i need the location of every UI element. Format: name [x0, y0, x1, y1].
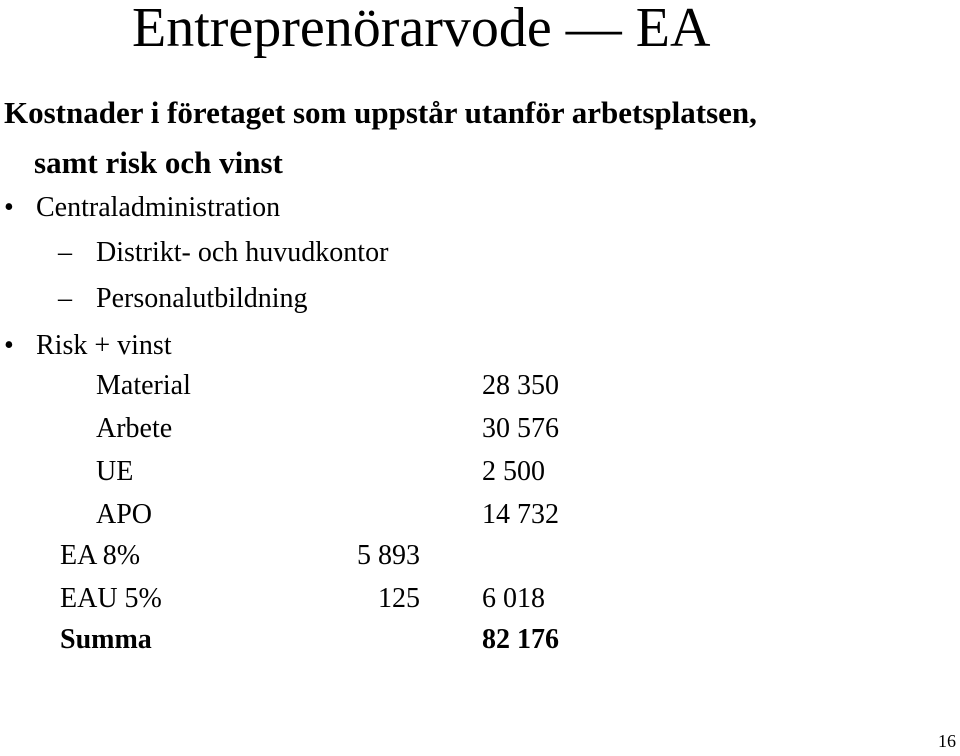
bullet-text: Risk + vinst — [36, 330, 172, 361]
row-amount: 14 732 — [482, 499, 559, 530]
row-amount: 82 176 — [482, 624, 559, 655]
dash-icon: – — [58, 237, 72, 268]
table-row-ea — [0, 538, 960, 574]
bullet-text: Centraladministration — [36, 192, 281, 223]
row-amount: 6 018 — [482, 583, 545, 614]
page-number: 16 — [938, 731, 956, 751]
row-label: APO — [96, 499, 153, 530]
subtitle-line-1: Kostnader i företaget som uppstår utanför arbetsplatsen, — [4, 95, 757, 130]
bullet-icon: • — [4, 330, 14, 361]
table-row-material — [0, 368, 960, 404]
table-row-ue — [0, 454, 960, 490]
row-label: Summa — [60, 624, 152, 655]
subitem-text: Personalutbildning — [96, 283, 308, 314]
slide-title: Entreprenörarvode — EA — [132, 0, 711, 59]
row-label: UE — [96, 456, 134, 487]
table-row-apo — [0, 497, 960, 533]
row-amount: 28 350 — [482, 370, 559, 401]
row-subtotal: 125 — [378, 583, 420, 614]
row-amount: 2 500 — [482, 456, 545, 487]
row-label: EA 8% — [60, 540, 141, 571]
row-amount: 30 576 — [482, 413, 559, 444]
row-subtotal: 5 893 — [357, 540, 420, 571]
bullet-icon: • — [4, 192, 14, 223]
row-label: EAU 5% — [60, 583, 162, 614]
dash-icon: – — [58, 283, 72, 314]
slide-subtitle — [4, 88, 757, 188]
table-row-eau — [0, 581, 960, 617]
table-row-arbete — [0, 411, 960, 447]
subtitle-line-2: samt risk och vinst — [34, 145, 283, 180]
row-label: Material — [96, 370, 191, 401]
subitem-text: Distrikt- och huvudkontor — [96, 237, 389, 268]
table-row-summa — [0, 622, 960, 658]
row-label: Arbete — [96, 413, 173, 444]
